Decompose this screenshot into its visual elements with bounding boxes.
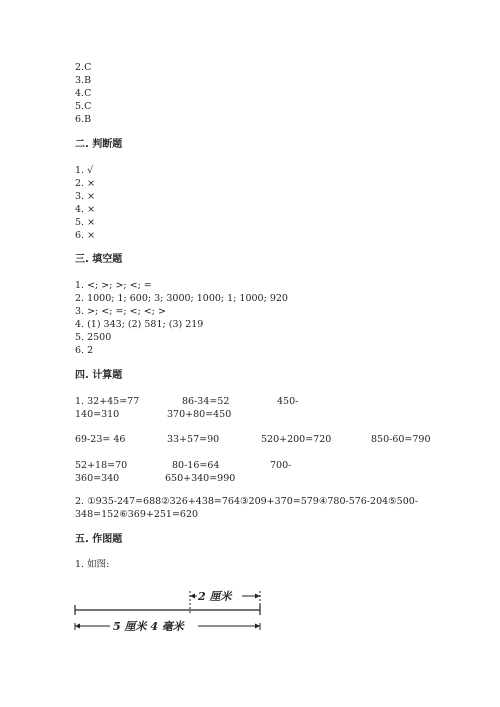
- calc-r3-c3: 700-: [270, 460, 292, 471]
- calc-r3b-c2: 650+340=990: [165, 473, 236, 484]
- dim-2cm-arrow-left-head: [190, 594, 195, 599]
- judge-answer-5: 5. ×: [75, 217, 96, 228]
- calc-r1b-c1: 140=310: [75, 409, 120, 420]
- judge-answer-3: 3. ×: [75, 191, 96, 202]
- calc-q2-line2: 348=152⑥369+251=620: [75, 509, 199, 520]
- calc-section-title: 四. 计算题: [75, 370, 123, 381]
- dim-2cm-label: 2 厘米: [198, 590, 232, 603]
- calc-r2-c4: 850-60=790: [371, 434, 431, 445]
- fill-answer-2: 2. 1000; 1; 600; 3; 3000; 1000; 1; 1000; 920: [75, 293, 288, 304]
- judge-answer-4: 4. ×: [75, 204, 96, 215]
- fill-answer-4: 4. (1) 343; (2) 581; (3) 219: [75, 319, 204, 330]
- calc-r3-c2: 80-16=64: [172, 460, 220, 471]
- calc-r1-c2: 86-34=52: [182, 396, 230, 407]
- fill-answer-6: 6. 2: [75, 345, 94, 356]
- draw-q1-label: 1. 如图:: [75, 559, 110, 570]
- choice-answer-4: 4.C: [75, 88, 92, 99]
- draw-section-title: 五. 作图题: [75, 534, 123, 545]
- calc-r3-c1: 52+18=70: [75, 460, 128, 471]
- choice-answer-3: 3.B: [75, 75, 92, 86]
- dim-total-label: 5 厘米 4 毫米: [113, 620, 184, 633]
- dim-total-arrow-right-head: [255, 624, 260, 629]
- calc-r2-c2: 33+57=90: [167, 434, 220, 445]
- judge-section-title: 二. 判断题: [75, 139, 123, 150]
- choice-answer-5: 5.C: [75, 101, 92, 112]
- calc-r1-c3: 450-: [277, 396, 299, 407]
- fill-answer-3: 3. >; <; =; <; <; >: [75, 306, 166, 317]
- calc-r3b-c1: 360=340: [75, 473, 120, 484]
- dim-2cm-arrow-right-head: [255, 594, 260, 599]
- judge-answer-6: 6. ×: [75, 230, 96, 241]
- choice-answer-6: 6.B: [75, 114, 92, 125]
- judge-answer-1: 1. √: [75, 165, 94, 176]
- choice-answer-2: 2.C: [75, 62, 92, 73]
- judge-answer-2: 2. ×: [75, 178, 96, 189]
- dim-total-arrow-left-head: [75, 624, 80, 629]
- calc-r1b-c2: 370+80=450: [167, 409, 232, 420]
- fill-answer-1: 1. <; >; >; <; =: [75, 280, 152, 291]
- fill-answer-5: 5. 2500: [75, 332, 112, 343]
- line-segment-figure: [70, 583, 270, 633]
- calc-r2-c3: 520+200=720: [261, 434, 332, 445]
- calc-q2-line1: 2. ①935-247=688②326+438=764③209+370=579④780-576-204⑤500-: [75, 496, 419, 507]
- fill-section-title: 三. 填空题: [75, 254, 123, 265]
- calc-r1-c1: 1. 32+45=77: [75, 396, 140, 407]
- calc-r2-c1: 69-23= 46: [75, 434, 126, 445]
